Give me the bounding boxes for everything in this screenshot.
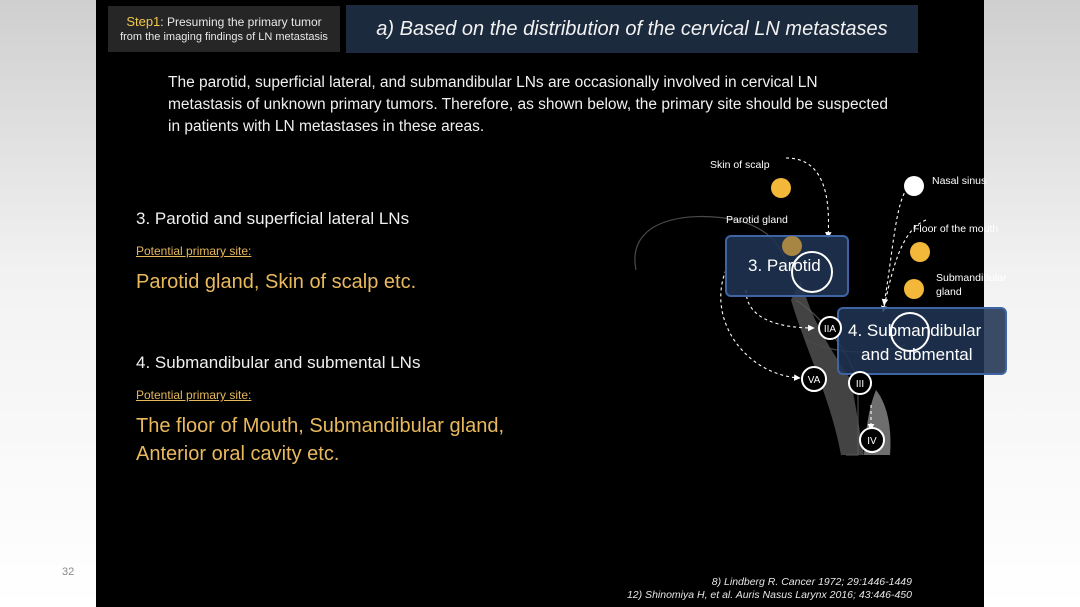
label-submandibular-gland: gland — [936, 286, 962, 298]
submandibular-gland-dot — [904, 279, 924, 299]
site-line: Parotid gland, Skin of scalp etc. — [136, 271, 417, 293]
label-nasal-sinus: Nasal sinus — [932, 175, 987, 187]
step-line1 — [108, 14, 340, 30]
section-sites-parotid — [136, 268, 416, 296]
node-iia-label: IIA — [823, 324, 837, 335]
step-label: Step1 — [126, 14, 161, 29]
node-iii-label: III — [855, 379, 865, 390]
label-parotid-gland: Parotid gland — [726, 214, 788, 226]
intro-text: The parotid, superficial lateral, and submandibular LNs are occasionally involved in cervical LN metastasis of unknown primary tumors. Therefore, as shown below, the primary site should be suspected in patients with LN metastases in these areas. — [168, 74, 888, 135]
slide — [96, 0, 1007, 607]
section-heading-parotid: 3. Parotid and superficial lateral LNs — [136, 209, 410, 228]
floor-of-mouth-dot — [910, 242, 930, 262]
node-iv-label: IV — [867, 436, 877, 447]
node-va-label: VA — [807, 375, 821, 386]
submandibular-box-label-1: 4. Submandibular — [848, 321, 982, 340]
section-heading-submandibular: 4. Submandibular and submental LNs — [136, 353, 421, 372]
label-floor-of-mouth: Floor of the mouth — [913, 223, 999, 235]
references — [627, 576, 912, 602]
reference-line: 12) Shinomiya H, et al. Auris Nasus Larynx 2016; 43:446-450 — [626, 589, 912, 601]
reference-line: 8) Lindberg R. Cancer 1972; 29:1446-1449 — [711, 576, 912, 588]
parotid-box-label: 3. Parotid — [748, 256, 821, 275]
site-line: The floor of Mouth, Submandibular gland, — [136, 415, 504, 437]
section-subheading-parotid: Potential primary site: — [136, 244, 252, 258]
nasal-sinus-dot — [904, 176, 924, 196]
step-line1-text: : Presuming the primary tumor — [160, 15, 322, 29]
submandibular-box-label-2: and submental — [861, 345, 973, 364]
label-skin-of-scalp: Skin of scalp — [710, 159, 770, 171]
section-subheading-submandibular: Potential primary site: — [136, 388, 252, 402]
step-line2: from the imaging findings of LN metastasis — [120, 31, 328, 43]
page-number: 32 — [62, 566, 75, 578]
slide-title: a) Based on the distribution of the cervical LN metastases — [346, 5, 918, 53]
parotid-gland-dot — [782, 236, 802, 256]
skin-of-scalp-dot — [771, 178, 791, 198]
arrow-scalp — [786, 158, 829, 238]
lymph-node-diagram — [596, 150, 1007, 470]
section-sites-submandibular — [136, 412, 504, 468]
site-line: Anterior oral cavity etc. — [136, 443, 340, 465]
label-submandibular: Submandibular — [936, 272, 1007, 284]
step-box — [108, 6, 340, 52]
